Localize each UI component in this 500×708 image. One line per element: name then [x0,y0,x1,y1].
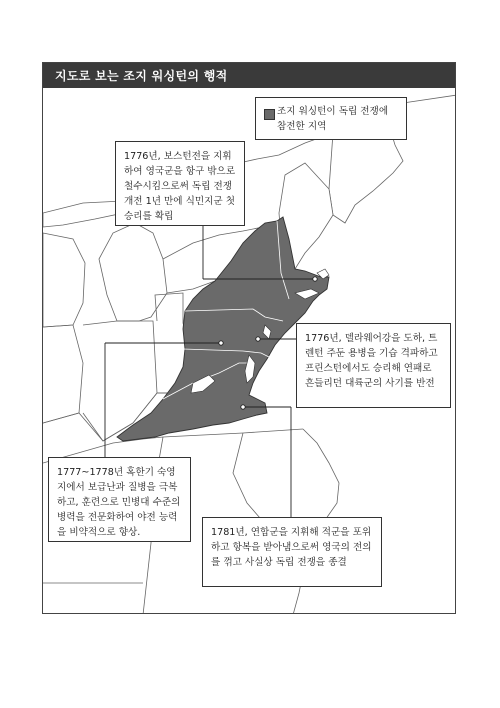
map-title: 지도로 보는 조지 워싱턴의 행적 [55,69,228,83]
annotation-yorktown: 1781년, 연합군을 지휘해 적군을 포위하고 항복을 받아냄으로써 영국의 전의를 꺾고 사실상 독립 전쟁을 종결 [202,517,382,587]
map-frame [42,62,456,614]
wisconsin-outline [43,233,85,327]
boston-marker [313,277,317,281]
annotation-delaware: 1776년, 델라웨어강을 도하, 트렌턴 주둔 용병을 기습 격파하고 프린스턴에서도 승리해 연패로 흔들리던 대륙군의 사기를 반전 [296,323,451,408]
legend-label: 조지 워싱턴이 독립 전쟁에 참전한 지역 [277,106,389,132]
trenton-marker [256,337,260,341]
michigan-outline [99,223,167,321]
legend-swatch [264,109,275,120]
annotation-valley-forge: 1777~1778년 혹한기 숙영지에서 보급난과 질병을 극복하고, 훈련으로 민병대 수준의 병력을 전문화하여 야전 능력을 비약적으로 향상. [48,457,191,542]
annotation-boston: 1776년, 보스턴전을 지휘하여 영국군을 항구 밖으로 철수시킴으로써 독립 전쟁 개전 1년 만에 식민지군 첫 승리를 확립 [115,141,245,226]
yorktown-marker [241,405,245,409]
valley-forge-marker [219,341,223,345]
legend [255,97,407,140]
